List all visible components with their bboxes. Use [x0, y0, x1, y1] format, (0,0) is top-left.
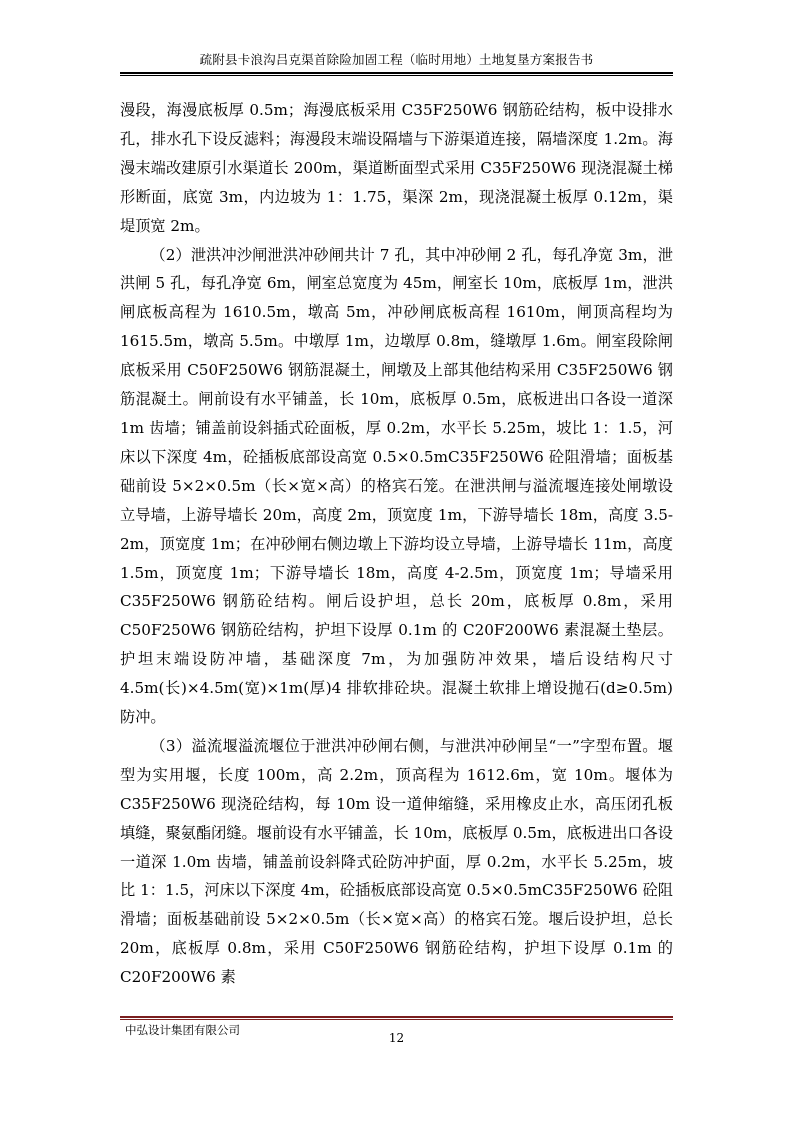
page-number: 12	[388, 1031, 405, 1045]
document-header-title: 疏附县卡浪沟吕克渠首除险加固工程（临时用地）土地复垦方案报告书	[199, 52, 594, 67]
footer-divider	[120, 1016, 673, 1020]
paragraph-overflow-weir: （3）溢流堰溢流堰位于泄洪冲砂闸右侧，与泄洪冲砂闸呈“一”字型布置。堰型为实用堰，长度 100m，高 2.2m，顶高程为 1612.6m，宽 10m。堰体为 C35F250W6 现浇砼结构，每 10m 设一道伸缩缝，采用橡皮止水，高压闭孔板填缝，聚氨酯闭缝。堰前设有水平铺盖，长 10m，底板厚 0.5m，底板进出口各设一道深 1.0m 齿墙，铺盖前设斜降式砼防冲护面，厚 0.2m，水平长 5.25m，坡比 1：1.5，河床以下深度 4m，砼插板底部设高宽 0.5×0.5mC35F250W6 砼阻滑墙；面板基础前设 5×2×0.5m（长×宽×高）的格宾石笼。堰后设护坦，总长 20m，底板厚 0.8m，采用 C50F250W6 钢筋砼结构，护坦下设厚 0.1m 的 C20F200W6 素	[120, 736, 673, 987]
paragraph-flood-sluice: （2）泄洪冲沙闸泄洪冲砂闸共计 7 孔，其中冲砂闸 2 孔，每孔净宽 3m，泄洪闸 5 孔，每孔净宽 6m，闸室总宽度为 45m，闸室长 10m，底板厚 1m，泄洪闸底板高程为 1610.5m，墩高 5m，冲砂闸底板高程 1610m，闸顶高程均为 1615.5m，墩高 5.5m。中墩厚 1m，边墩厚 0.8m，缝墩厚 1.6m。闸室段除闸底板采用 C50F250W6 钢筋混凝土，闸墩及上部其他结构采用 C35F250W6 钢筋混凝土。闸前设有水平铺盖，长 10m，底板厚 0.5m，底板进出口各设一道深 1m 齿墙；铺盖前设斜插式砼面板，厚 0.2m，水平长 5.25m，坡比 1：1.5，河床以下深度 4m，砼插板底部设高宽 0.5×0.5mC35F250W6 砼阻滑墙；面板基础前设 5×2×0.5m（长×宽×高）的格宾石笼。在泄洪闸与溢流堰连接处闸墩设立导墙，上游导墙长 20m，高度 2m，顶宽度 1m，下游导墙长 18m，高度 3.5-2m，顶宽度 1m；在冲砂闸右侧边墩上下游均设立导墙，上游导墙长 11m，高度 1.5m，顶宽度 1m；下游导墙长 18m，高度 4-2.5m，顶宽度 1m；导墙采用 C35F250W6 钢筋砼结构。闸后设护坦，总长 20m，底板厚 0.8m，采用 C50F250W6 钢筋砼结构，护坦下设厚 0.1m 的 C20F200W6 素混凝土垫层。护坦末端设防冲墙，基础深度 7m，为加强防冲效果，墙后设结构尺寸 4.5m(长)×4.5m(宽)×1m(厚)4 排软排砼块。混凝土软排上增设抛石(d≥0.5m)防冲。	[120, 245, 673, 727]
document-body	[120, 96, 673, 992]
header-divider	[120, 72, 673, 76]
footer-company-name: 中弘设计集团有限公司	[125, 1023, 240, 1037]
paragraph-continuation: 漫段，海漫底板厚 0.5m；海漫底板采用 C35F250W6 钢筋砼结构，板中设排水孔，排水孔下设反滤料；海漫段末端设隔墙与下游渠道连接，隔墙深度 1.2m。海漫末端改建原引水渠道长 200m，渠道断面型式采用 C35F250W6 现浇混凝土梯形断面，底宽 3m，内边坡为 1：1.75，渠深 2m，现浇混凝土板厚 0.12m，渠堤顶宽 2m。	[120, 101, 673, 235]
